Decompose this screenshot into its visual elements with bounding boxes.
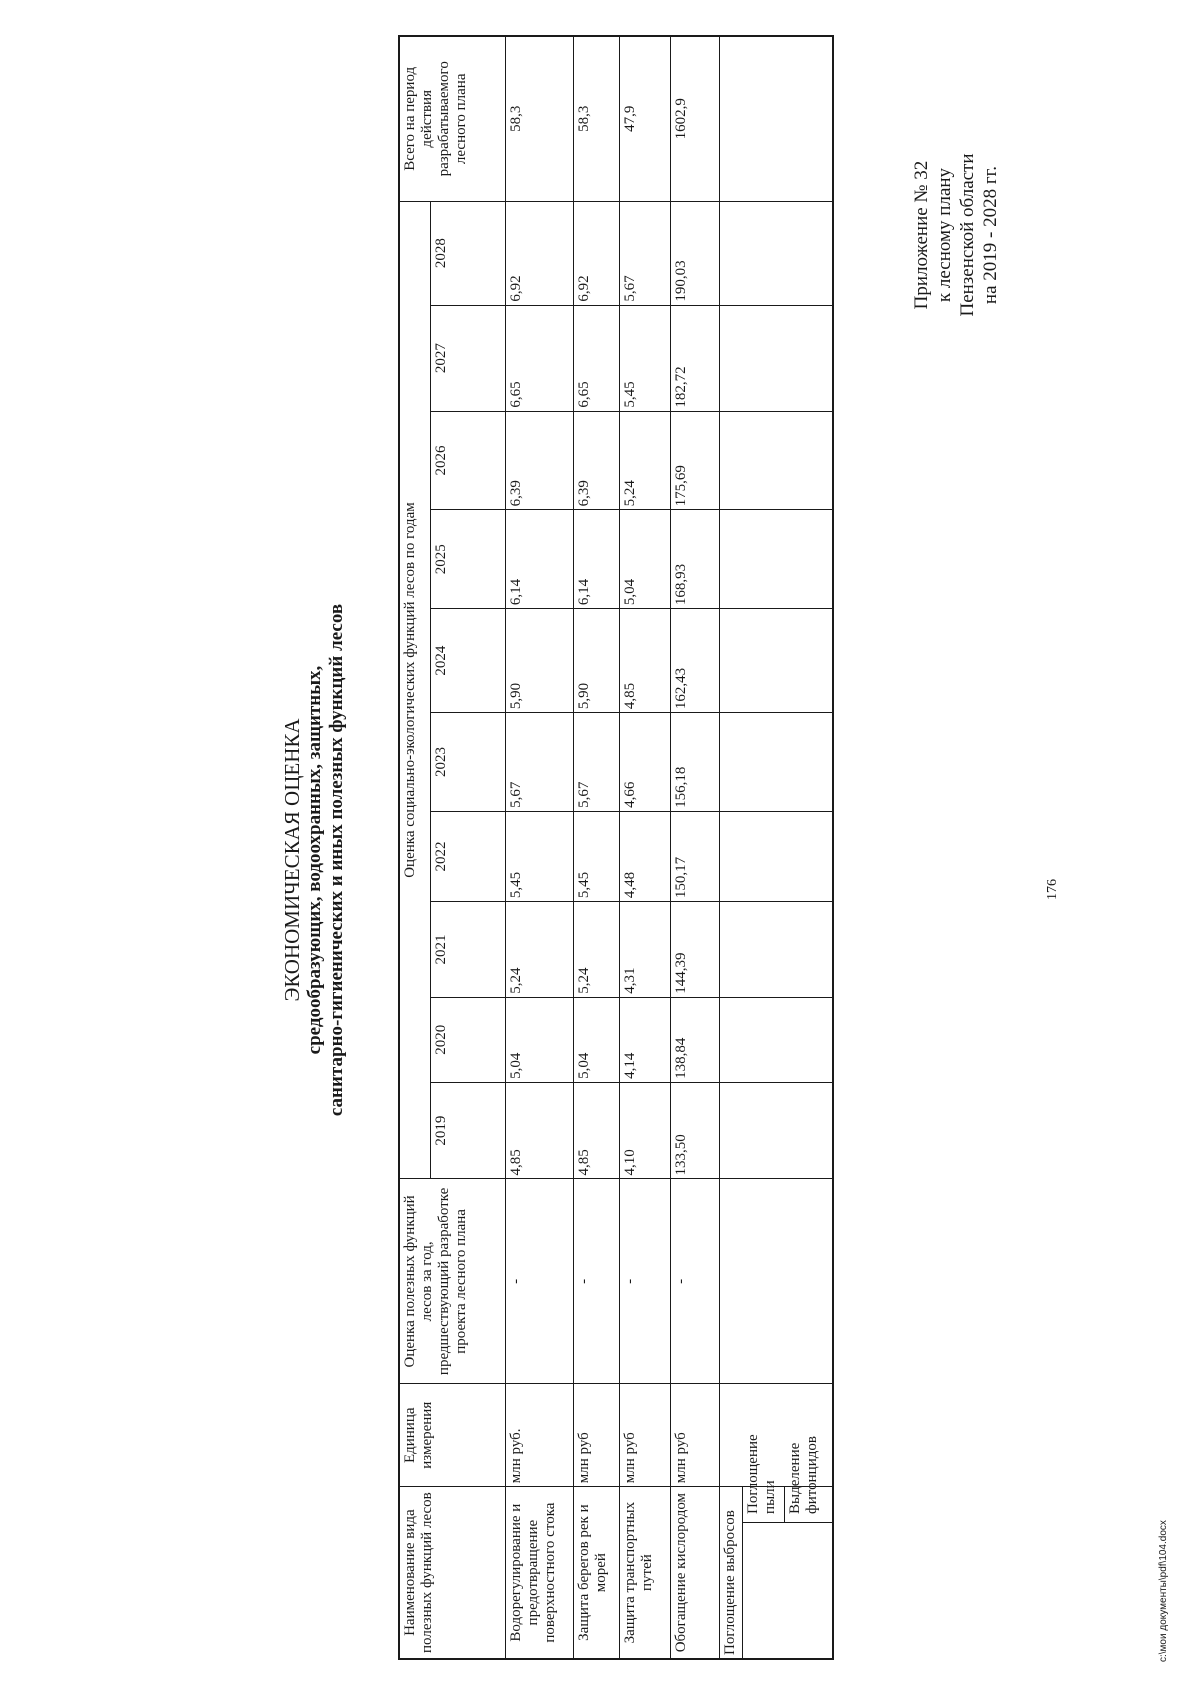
row-value: 5,67 bbox=[505, 713, 573, 812]
row-name: Водорегулирование и предотвращение поверхностного стока bbox=[505, 1487, 573, 1659]
row-value: 168,93 bbox=[671, 510, 720, 609]
empty-cell bbox=[719, 811, 833, 901]
table-row bbox=[505, 36, 573, 1659]
row-value: 5,67 bbox=[620, 201, 671, 305]
table-row bbox=[719, 36, 742, 1659]
row-value: 4,85 bbox=[573, 1082, 620, 1179]
row-total: 47,9 bbox=[620, 36, 671, 201]
appendix-line: Пензенской области bbox=[957, 153, 978, 317]
row-value: 5,04 bbox=[505, 997, 573, 1082]
header-year: 2023 bbox=[431, 713, 505, 812]
empty-cell bbox=[719, 411, 833, 510]
row-prior: - bbox=[620, 1179, 671, 1384]
appendix-line: на 2019 - 2028 гг. bbox=[980, 165, 1001, 305]
empty-cell bbox=[719, 201, 833, 305]
header-year: 2019 bbox=[431, 1082, 505, 1179]
row-value: 6,92 bbox=[505, 201, 573, 305]
subtitle-line: средообразующих, водоохранных, защитных, bbox=[304, 665, 325, 1055]
row-value: 6,92 bbox=[573, 201, 620, 305]
row-total: 58,3 bbox=[505, 36, 573, 201]
row-unit: млн руб bbox=[573, 1384, 620, 1487]
row-value: 5,90 bbox=[573, 609, 620, 713]
row-unit: млн руб. bbox=[505, 1384, 573, 1487]
row-unit: млн руб bbox=[620, 1384, 671, 1487]
row-value: 5,45 bbox=[620, 305, 671, 411]
row-value: 5,24 bbox=[620, 411, 671, 510]
empty-cell bbox=[719, 1179, 833, 1384]
header-year: 2027 bbox=[431, 305, 505, 411]
empty-cell bbox=[719, 36, 833, 201]
file-path-footer: c:\мои документы\pdf\104.docx bbox=[1158, 1520, 1169, 1662]
header-year: 2026 bbox=[431, 411, 505, 510]
header-year: 2020 bbox=[431, 997, 505, 1082]
row-total: 1602,9 bbox=[671, 36, 720, 201]
row-value: 5,90 bbox=[505, 609, 573, 713]
row-value: 5,45 bbox=[505, 811, 573, 901]
row-name: Защита берегов рек и морей bbox=[573, 1487, 620, 1659]
row-value: 4,48 bbox=[620, 811, 671, 901]
subtitle-line: санитарно-гигиенических и иных полезных функций лесов bbox=[326, 603, 347, 1117]
title-line: ЭКОНОМИЧЕСКАЯ ОЦЕНКА bbox=[280, 718, 304, 1002]
appendix-line: к лесному плану bbox=[934, 167, 955, 303]
row-value: 138,84 bbox=[671, 997, 720, 1082]
header-year: 2022 bbox=[431, 811, 505, 901]
row-value: 6,39 bbox=[505, 411, 573, 510]
row-prior: - bbox=[573, 1179, 620, 1384]
row-name: Защита транспортных путей bbox=[620, 1487, 671, 1659]
header-year: 2028 bbox=[431, 201, 505, 305]
header-unit: Единица измерения bbox=[399, 1384, 505, 1487]
group-sub-label: Поглощение пыли bbox=[743, 1487, 784, 1523]
row-value: 190,03 bbox=[671, 201, 720, 305]
empty-cell bbox=[719, 609, 833, 713]
table-row bbox=[671, 36, 720, 1659]
row-value: 4,31 bbox=[620, 902, 671, 998]
empty-cell bbox=[719, 305, 833, 411]
row-value: 5,45 bbox=[573, 811, 620, 901]
row-value: 4,10 bbox=[620, 1082, 671, 1179]
page-number: 176 bbox=[1045, 879, 1060, 900]
row-value: 175,69 bbox=[671, 411, 720, 510]
empty-cell bbox=[719, 1082, 833, 1179]
empty-cell bbox=[719, 510, 833, 609]
row-value: 4,85 bbox=[505, 1082, 573, 1179]
header-year: 2021 bbox=[431, 902, 505, 998]
row-value: 5,04 bbox=[573, 997, 620, 1082]
header-year: 2025 bbox=[431, 510, 505, 609]
row-value: 6,65 bbox=[573, 305, 620, 411]
table-row bbox=[620, 36, 671, 1659]
header-prior: Оценка полезных функций лесов за год, предшествующий разработке проекта лесного плана bbox=[399, 1179, 505, 1384]
row-value: 182,72 bbox=[671, 305, 720, 411]
row-value: 4,14 bbox=[620, 997, 671, 1082]
row-value: 4,85 bbox=[620, 609, 671, 713]
empty-cell bbox=[719, 902, 833, 998]
header-year: 2024 bbox=[431, 609, 505, 713]
row-value: 4,66 bbox=[620, 713, 671, 812]
empty-cell bbox=[719, 713, 833, 812]
row-value: 6,39 bbox=[573, 411, 620, 510]
row-name: Обогащение кислородом bbox=[671, 1487, 720, 1659]
group-label: Поглощение выбросов bbox=[719, 1487, 742, 1659]
row-unit: млн руб bbox=[671, 1384, 720, 1487]
row-value: 6,14 bbox=[505, 510, 573, 609]
document-title bbox=[280, 410, 348, 1310]
appendix-line: Приложение № 32 bbox=[911, 160, 932, 310]
row-value: 156,18 bbox=[671, 713, 720, 812]
row-total: 58,3 bbox=[573, 36, 620, 201]
rotated-page-content bbox=[40, 30, 1170, 1670]
row-value: 133,50 bbox=[671, 1082, 720, 1179]
row-value: 5,24 bbox=[573, 902, 620, 998]
row-value: 150,17 bbox=[671, 811, 720, 901]
valuation-table bbox=[398, 35, 834, 1660]
empty-cell bbox=[719, 997, 833, 1082]
row-value: 5,24 bbox=[505, 902, 573, 998]
row-value: 5,67 bbox=[573, 713, 620, 812]
group-sub-label: Выделение фитонцидов bbox=[784, 1487, 833, 1523]
header-total: Всего на период действия разрабатываемого лесного плана bbox=[399, 36, 505, 201]
header-name: Наименование вида полезных функций лесов bbox=[399, 1487, 505, 1659]
row-prior: - bbox=[671, 1179, 720, 1384]
group-indent bbox=[743, 1522, 833, 1659]
table-row bbox=[573, 36, 620, 1659]
row-value: 6,65 bbox=[505, 305, 573, 411]
row-prior: - bbox=[505, 1179, 573, 1384]
row-value: 144,39 bbox=[671, 902, 720, 998]
appendix-note bbox=[910, 120, 1002, 350]
row-value: 162,43 bbox=[671, 609, 720, 713]
row-value: 5,04 bbox=[620, 510, 671, 609]
header-by-years: Оценка социально-экологических функций лесов по годам bbox=[399, 201, 431, 1179]
row-value: 6,14 bbox=[573, 510, 620, 609]
